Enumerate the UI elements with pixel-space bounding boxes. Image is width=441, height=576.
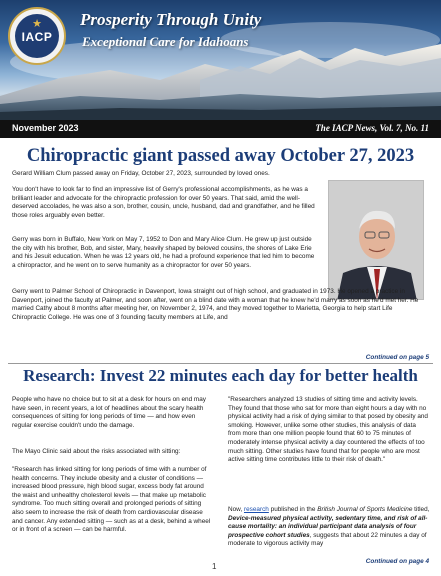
article1-continued-link[interactable]: Continued on page 5: [365, 354, 429, 361]
article2-left-paragraph-2: The Mayo Clinic said about the risks associated with sitting:: [12, 448, 181, 455]
article2-right-paragraph-2: [228, 506, 430, 549]
issue-volume: The IACP News, Vol. 7, No. 11: [315, 123, 429, 133]
star-icon: ★: [32, 18, 42, 30]
text: titled,: [412, 506, 430, 513]
banner-subtitle: Exceptional Care for Idahoans: [82, 34, 249, 49]
article1-paragraph-2: You don't have to look far to find an impressive list of Gerry's professional accomplishments, as he was a brilliant leader and advocate for the chiropractic profession for over 50 years. That said, amid the well-deserved accolades, he was also a son, brother, cousin, uncle, husband, dad and grandfather, and he filled those roles arguably even better.: [12, 186, 315, 219]
text: published in the: [268, 506, 318, 513]
page-number: 1: [212, 562, 217, 571]
article2-right-paragraph-1: "Researchers analyzed 13 studies of sitting time and activity levels. They found that those who sat for more than eight hours a day with no physical activity had a risk of dying similar to that posed by obesity and smoking. However, unlike some other studies, this analysis of data from more than one million people found that 60 to 75 minutes of moderately intense physical activity a day countered the effects of too much sitting. Other studies have found that for people who are most active sitting time contributes little to their risk of death.": [228, 396, 428, 464]
portrait-image: [329, 181, 424, 300]
article1-headline: Chiropractic giant passed away October 27, 2023: [26, 146, 415, 166]
research-link[interactable]: research: [243, 506, 269, 513]
journal-name: British Journal of Sports Medicine: [317, 506, 413, 513]
article2-headline: Research: Invest 22 minutes each day for better health: [23, 366, 418, 385]
article2-left-paragraph-3: "Research has linked sitting for long periods of time with a number of health concerns. They include obesity and a cluster of conditions — increased blood pressure, high blood sugar, excess body fat around the waist and unhealthy cholesterol levels — that make up metabolic syndrome. Too much sitting overall and prolonged periods of sitting also seem to increase the risk of death from cardiovascular disease and cancer. Any extended sitting — such as at a desk, behind a wheel or in front of a screen — can be harmful.: [12, 466, 211, 534]
text: Now,: [228, 506, 244, 513]
study-title: Device-measured physical activity, sedentary time, and risk of all-cause mortality: an individual participant data analysis of four prospective cohort studies: [228, 514, 428, 539]
issue-date: November 2023: [12, 123, 79, 133]
article1-paragraph-1: Gerard William Clum passed away on Friday, October 27, 2023, surrounded by loved ones.: [12, 170, 270, 177]
logo-emblem: [15, 14, 59, 58]
article1-paragraph-3: Gerry was born in Buffalo, New York on May 7, 1952 to Don and Mary Alice Clum. He grew up just outside the city with his brother, Bob, and sister, Mary, heavily shaped by beloved cousins, the shores of Lake Erie and his Jesuit education. When he was 12 years old, he had a profound experience that led him to become a chiropractor, and he went on to serve humanity as a chiropractor for over 50 years.: [12, 236, 315, 269]
section-divider: [8, 363, 433, 364]
banner-title: Prosperity Through Unity: [80, 10, 262, 29]
masthead-banner: [0, 0, 441, 120]
article1-paragraph-4: Gerry went to Palmer School of Chiropractic in Davenport, Iowa straight out of high school, and graduated in 1973. He opened a practice in Davenport, joined the faculty at Palmer, and soon after, went on a blind date with a woman that he knew he'd marry as soon as he'd met her. He married Cathy about 8 months after meeting her, on November 2, 1974, and they moved together to Marietta, Georgia to help start Life Chiropractic College. He was one of 3 founding faculty members at Life, and: [12, 288, 419, 321]
issue-bar: [0, 120, 441, 138]
logo-text: IACP: [21, 30, 53, 44]
article2-left-paragraph-1: People who have no choice but to sit at a desk for hours on end may have seen, in recent years, a lot of headlines about the scary health consequences of sitting for long periods of time — and how even regular exercise couldn't undo the damage.: [12, 396, 206, 429]
text: , suggests that about 22 minutes a day of moderate to vigorous activity may: [228, 531, 427, 548]
iacp-logo: [8, 7, 66, 65]
portrait-photo: [328, 180, 424, 300]
article2-continued-link[interactable]: Continued on page 4: [365, 558, 429, 565]
